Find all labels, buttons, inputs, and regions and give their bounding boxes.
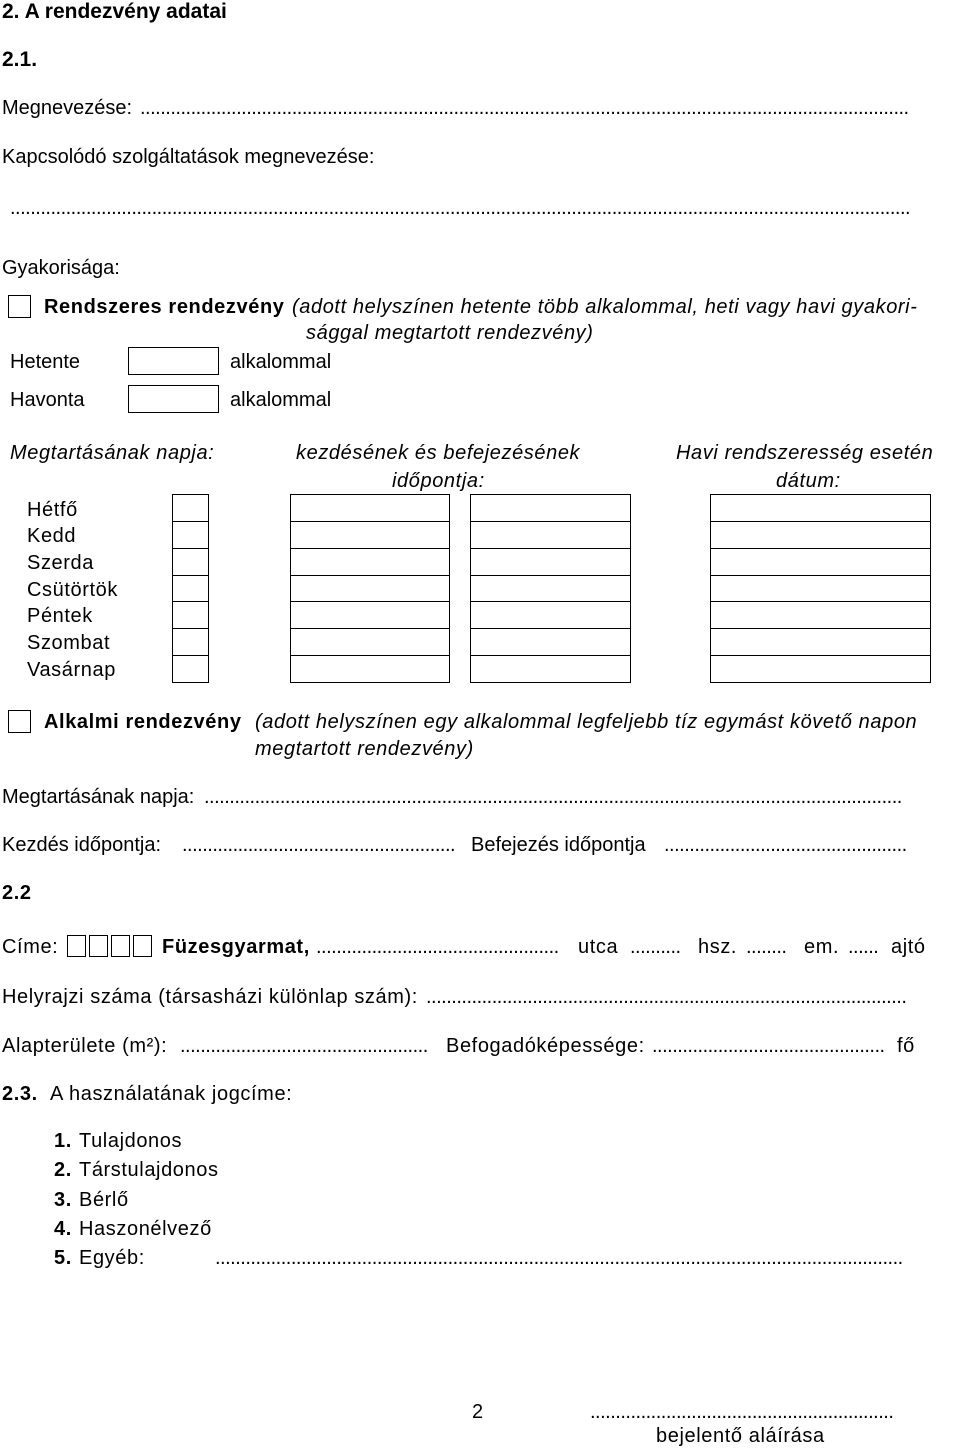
end-time-label: Befejezés időpontja: [471, 834, 646, 856]
end-time-column: [470, 494, 631, 683]
end-time-cell-pentek[interactable]: [471, 602, 630, 629]
schedule-time-header-line2: időpontja:: [392, 470, 485, 492]
schedule-time-header-line1: kezdésének és befejezésének: [296, 442, 581, 464]
date-cell-hetfo[interactable]: [711, 495, 930, 522]
day-checkbox-vasarnap[interactable]: [173, 656, 208, 682]
end-time-cell-hetfo[interactable]: [471, 495, 630, 522]
address-section-number: 2.2: [2, 882, 32, 904]
regular-event-description-line2: sággal megtartott rendezvény): [306, 322, 594, 344]
day-label-vasarnap: Vasárnap: [27, 659, 116, 681]
services-leader: ..................................................................................................................................................................................: [10, 197, 911, 219]
start-time-cell-szerda[interactable]: [291, 549, 449, 576]
postal-code-box-1[interactable]: [67, 935, 86, 957]
occasional-event-checkbox[interactable]: [8, 710, 31, 733]
capacity-leader: ..............................................: [652, 1035, 885, 1057]
regular-event-description-line1: (adott helyszínen hetente több alkalommal, heti vagy havi gyakori-: [292, 296, 918, 318]
usage-option-2-number: 2.: [54, 1159, 72, 1181]
signature-leader: ............................................................: [590, 1401, 894, 1423]
occasional-day-leader: ..........................................................................................................................................: [204, 786, 902, 808]
usage-option-3-label: Bérlő: [79, 1189, 129, 1211]
usage-other-leader: ........................................................................................................................................: [215, 1247, 903, 1269]
usage-option-3-number: 3.: [54, 1189, 72, 1211]
usage-option-2-label: Társtulajdonos: [79, 1159, 219, 1181]
usage-option-5-label: Egyéb:: [79, 1247, 145, 1269]
day-checkbox-kedd[interactable]: [173, 522, 208, 549]
street-label: utca: [578, 936, 619, 958]
day-checkbox-column: [172, 494, 209, 683]
start-time-cell-vasarnap[interactable]: [291, 656, 449, 682]
lot-number-label: Helyrajzi száma (társasházi különlap szám):: [2, 986, 418, 1008]
floor-leader: ........: [746, 936, 787, 958]
weekly-unit: alkalommal: [230, 351, 332, 373]
monthly-date-column: [710, 494, 931, 683]
day-label-hetfo: Hétfő: [27, 499, 78, 521]
occasional-day-label: Megtartásának napja:: [2, 786, 195, 808]
lot-number-leader: ...............................................................................................: [426, 986, 907, 1008]
date-cell-vasarnap[interactable]: [711, 656, 930, 682]
day-checkbox-pentek[interactable]: [173, 602, 208, 629]
city-name: Füzesgyarmat,: [162, 936, 310, 958]
day-checkbox-hetfo[interactable]: [173, 495, 208, 522]
monthly-unit: alkalommal: [230, 389, 332, 411]
end-time-cell-szerda[interactable]: [471, 549, 630, 576]
postal-code-box-3[interactable]: [111, 935, 130, 957]
postal-code-box-2[interactable]: [89, 935, 108, 957]
date-cell-szombat[interactable]: [711, 629, 930, 656]
day-label-szerda: Szerda: [27, 552, 94, 574]
day-checkbox-csutortok[interactable]: [173, 576, 208, 603]
page-number: 2: [472, 1401, 484, 1423]
end-time-cell-csutortok[interactable]: [471, 576, 630, 603]
regular-event-title: Rendszeres rendezvény: [44, 296, 285, 318]
date-cell-csutortok[interactable]: [711, 576, 930, 603]
subsection-number: 2.1.: [2, 48, 38, 71]
occasional-event-description-line1: (adott helyszínen egy alkalommal legfeljebb tíz egymást követő napon: [255, 711, 918, 733]
start-time-cell-szombat[interactable]: [291, 629, 449, 656]
occasional-event-description-line2: megtartott rendezvény): [255, 738, 474, 760]
weekly-label: Hetente: [10, 351, 81, 373]
house-number-label: hsz.: [698, 936, 738, 958]
regular-event-checkbox[interactable]: [8, 295, 31, 318]
schedule-date-header-line1: Havi rendszeresség esetén: [676, 442, 934, 464]
start-time-column: [290, 494, 450, 683]
signature-label: bejelentő aláírása: [656, 1425, 825, 1447]
end-time-cell-szombat[interactable]: [471, 629, 630, 656]
door-label: ajtó: [891, 936, 926, 958]
weekly-count-field[interactable]: [128, 347, 219, 375]
usage-option-1-label: Tulajdonos: [79, 1130, 183, 1152]
usage-option-4-label: Haszonélvező: [79, 1218, 212, 1240]
start-time-cell-kedd[interactable]: [291, 522, 449, 549]
day-label-kedd: Kedd: [27, 525, 77, 547]
event-name-label: Megnevezése:: [2, 97, 133, 119]
schedule-day-header: Megtartásának napja:: [10, 442, 215, 464]
schedule-date-header-line2: dátum:: [776, 470, 841, 492]
section-title: 2. A rendezvény adatai: [2, 0, 227, 23]
start-time-leader: ......................................................: [182, 834, 456, 856]
day-label-szombat: Szombat: [27, 632, 111, 654]
end-time-leader: ................................................: [664, 834, 907, 856]
usage-option-4-number: 4.: [54, 1218, 72, 1240]
date-cell-szerda[interactable]: [711, 549, 930, 576]
monthly-label: Havonta: [10, 389, 85, 411]
event-name-leader: ........................................................................................................................................................: [140, 97, 909, 119]
monthly-count-field[interactable]: [128, 385, 219, 413]
day-checkbox-szerda[interactable]: [173, 549, 208, 576]
day-label-pentek: Péntek: [27, 605, 93, 627]
house-number-leader: ..........: [630, 936, 681, 958]
day-label-csutortok: Csütörtök: [27, 579, 118, 601]
floor-label: em.: [804, 936, 840, 958]
occasional-event-title: Alkalmi rendezvény: [44, 711, 242, 733]
end-time-cell-vasarnap[interactable]: [471, 656, 630, 682]
start-time-cell-hetfo[interactable]: [291, 495, 449, 522]
postal-code-box-4[interactable]: [133, 935, 152, 957]
services-label: Kapcsolódó szolgáltatások megnevezése:: [2, 146, 375, 168]
usage-title: A használatának jogcíme:: [50, 1083, 293, 1105]
start-time-cell-pentek[interactable]: [291, 602, 449, 629]
frequency-label: Gyakorisága:: [2, 257, 120, 279]
usage-option-1-number: 1.: [54, 1130, 72, 1152]
date-cell-kedd[interactable]: [711, 522, 930, 549]
usage-option-5-number: 5.: [54, 1247, 72, 1269]
capacity-unit: fő: [897, 1035, 915, 1057]
capacity-label: Befogadóképessége:: [446, 1035, 645, 1057]
date-cell-pentek[interactable]: [711, 602, 930, 629]
address-label: Címe:: [2, 936, 59, 958]
area-label: Alapterülete (m²):: [2, 1035, 168, 1057]
usage-section-number: 2.3.: [2, 1083, 38, 1105]
area-leader: .................................................: [180, 1035, 428, 1057]
street-leader: ................................................: [316, 936, 559, 958]
day-checkbox-szombat[interactable]: [173, 629, 208, 656]
end-time-cell-kedd[interactable]: [471, 522, 630, 549]
start-time-cell-csutortok[interactable]: [291, 576, 449, 603]
start-time-label: Kezdés időpontja:: [2, 834, 162, 856]
door-leader: ......: [848, 936, 879, 958]
